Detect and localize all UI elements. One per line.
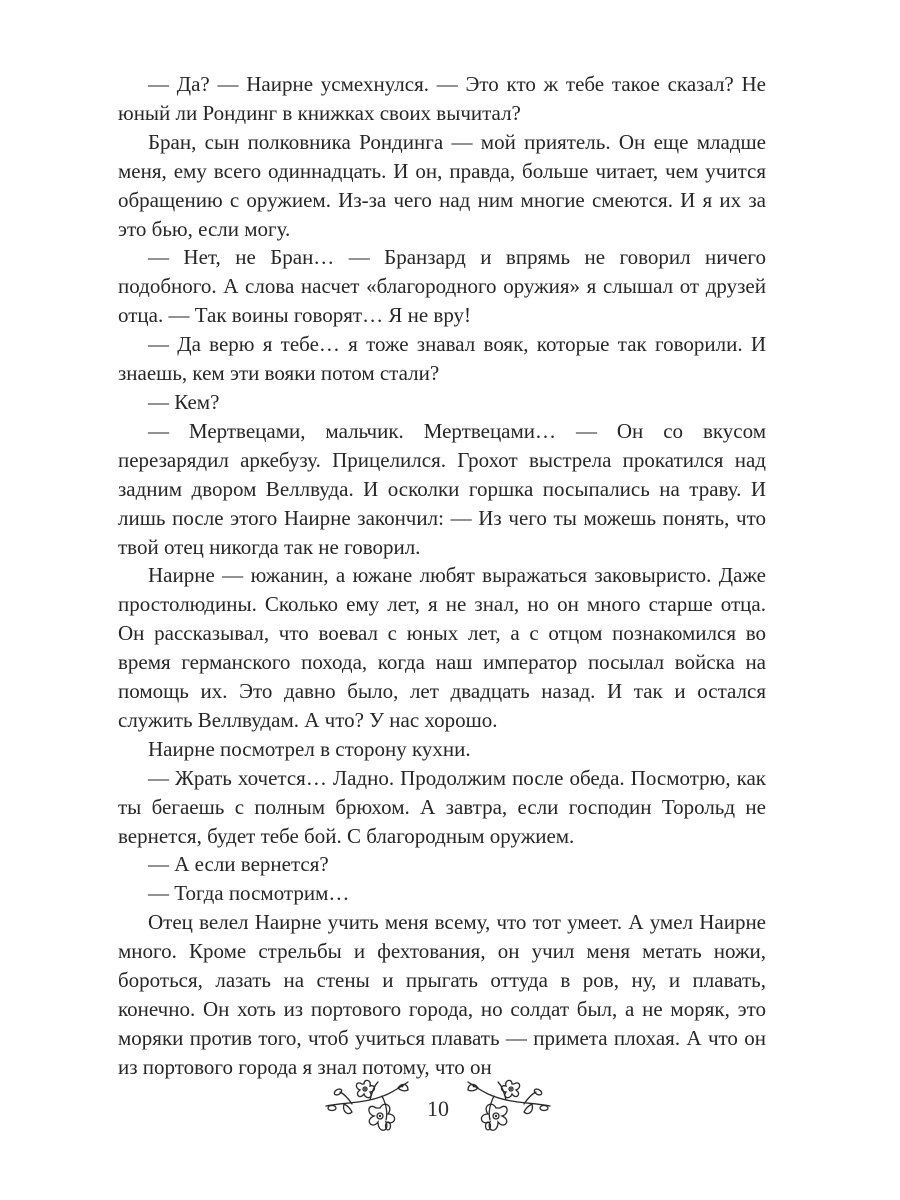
paragraph: — Кем? <box>148 389 220 414</box>
paragraph: — Жрать хочется… Ладно. Продолжим после обеда. Посмотрю, как ты бегаешь с полным брюхом. А завтра, если господин Торольд не вернется, будет тебе бой. С благородным оружием. <box>118 765 766 848</box>
paragraph: Наирне посмотрел в сторону кухни. <box>148 736 471 761</box>
blossom-branch-icon <box>322 1062 414 1148</box>
paragraph: — Да верю я тебе… я тоже знавал вояк, которые так говорили. И знаешь, кем эти вояки потом стали? <box>118 332 766 386</box>
paragraph: — А если вернется? <box>148 852 329 877</box>
page-number: 10 <box>427 1096 449 1121</box>
paragraph: — Мертвецами, мальчик. Мертвецами… — Он со вкусом перезарядил аркебузу. Прицелился. Грохот выстрела прокатился над задним двором Веллвуда. И осколки горшка посыпались на траву. И лишь после этого Наирне закончил: — Из чего ты можешь понять, что твой отец никогда так не говорил. <box>118 418 766 559</box>
paragraph: — Да? — Наирне усмехнулся. — Это кто ж тебе такое сказал? Не юный ли Рондинг в книжках своих вычитал? <box>118 72 766 125</box>
paragraph: — Нет, не Бран… — Бранзард и впрямь не говорил ничего подобного. А слова насчет «благородного оружия» я слышал от друзей отца. — Так воины говорят… Я не вру! <box>118 245 766 328</box>
paragraph: Отец велел Наирне учить меня всему, что тот умеет. А умел Наирне много. Кроме стрельбы и фехтования, он учил меня метать ножи, бороться, лазать на стены и прыгать оттуда в ров, ну, и плавать, конечно. Он хоть из портового города, но солдат был, а не моряк, это моряки против того, чтоб учиться плавать — примета плохая. А что он из портового города я знал потому, что он <box>118 910 766 1079</box>
body-text <box>118 70 766 1082</box>
paragraph: — Тогда посмотрим… <box>148 881 350 906</box>
page-footer <box>0 1062 900 1152</box>
paragraph: Бран, сын полковника Рондинга — мой приятель. Он еще младше меня, ему всего одиннадцать. И он, правда, больше читает, чем учится обращению с оружием. Из-за чего над ним многие смеются. И я их за это бью, если могу. <box>118 129 766 241</box>
paragraph: Наирне — южанин, а южане любят выражаться заковыристо. Даже простолюдины. Сколько ему лет, я не знал, но он много старше отца. Он рассказывал, что воевал с юных лет, а с отцом познакомился во время германского похода, когда наш император посылал войска на помощь их. Это давно было, лет двадцать назад. И так и остался служить Веллвудам. А что? У нас хорошо. <box>118 563 766 732</box>
blossom-branch-icon <box>462 1062 554 1148</box>
